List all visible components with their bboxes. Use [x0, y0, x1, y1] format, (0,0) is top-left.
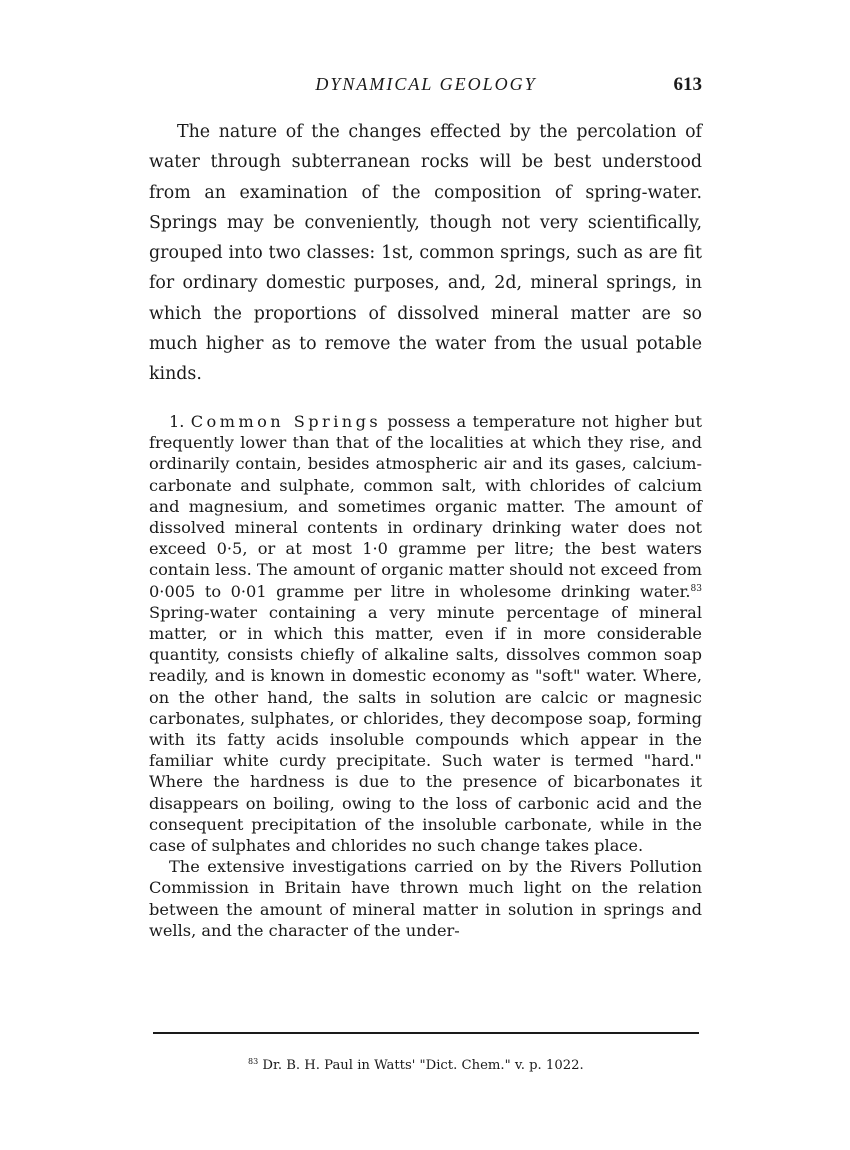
section-text-part-1: possess a temperature not higher but frequently lower than that of the localities at which they rise, and ordinarily contain, besides atmospheric air and its gases, calcium-carbonate and sulphate, common salt, with chlorides of calcium and magnesium, and sometimes organic matter. The amount of dissolved mineral contents in ordinary drinking water does not exceed 0·5, or at most 1·0 gramme per litre; the best waters contain less. The amount of organic matter should not exceed from 0·005 to 0·01 gramme per litre in wholesome drinking water.	[149, 412, 702, 601]
footnote-rule	[153, 1032, 699, 1034]
intro-paragraph: The nature of the changes effected by the percolation of water through subterranean rocks will be best understood from an examination of the composition of spring-water. Springs may be conveniently, though not very scientifically, grouped into two classes: 1st, common springs, such as are fit for ordinary domestic purposes, and, 2d, mineral springs, in which the proportions of dissolved mineral matter are so much higher as to remove the water from the usual potable kinds.	[149, 122, 702, 385]
running-head: DYNAMICAL GEOLOGY	[315, 74, 537, 94]
section-heading: Common Springs	[190, 412, 382, 431]
footnote-reference[interactable]: 83	[690, 583, 702, 594]
footnote-marker: 83	[248, 1057, 259, 1066]
footnote	[248, 1057, 584, 1075]
section-text-part-2: Spring-water containing a very minute percentage of mineral matter, or in which this matter, even if in more considerable quantity, consists chiefly of alkaline salts, dissolves common soap readily, and is known in domestic economy as "soft" water. Where, on the other hand, the salts in solution are calcic or magnesic carbonates, sulphates, or chlorides, they decompose soap, forming with its fatty acids insoluble compounds which appear in the familiar white curdy precipitate. Such water is termed "hard." Where the hardness is due to the presence of bicarbonates it disappears on boiling, owing to the loss of carbonic acid and the consequent precipitation of the insoluble carbonate, while in the case of sulphates and chlorides no such change takes place.	[149, 602, 702, 856]
rivers-commission-paragraph: The extensive investigations carried on by the Rivers Pollution Commission in Britain have thrown much light on the relation between the amount of mineral matter in solution in springs and wells, and the character of the under-	[149, 857, 702, 940]
footnote-text: Dr. B. H. Paul in Watts' "Dict. Chem." v. p. 1022.	[262, 1058, 584, 1073]
page-number: 613	[673, 74, 702, 95]
common-springs-paragraph	[149, 411, 702, 856]
small-print-block	[149, 411, 702, 941]
page-header	[150, 74, 702, 104]
section-number: 1.	[169, 412, 185, 431]
